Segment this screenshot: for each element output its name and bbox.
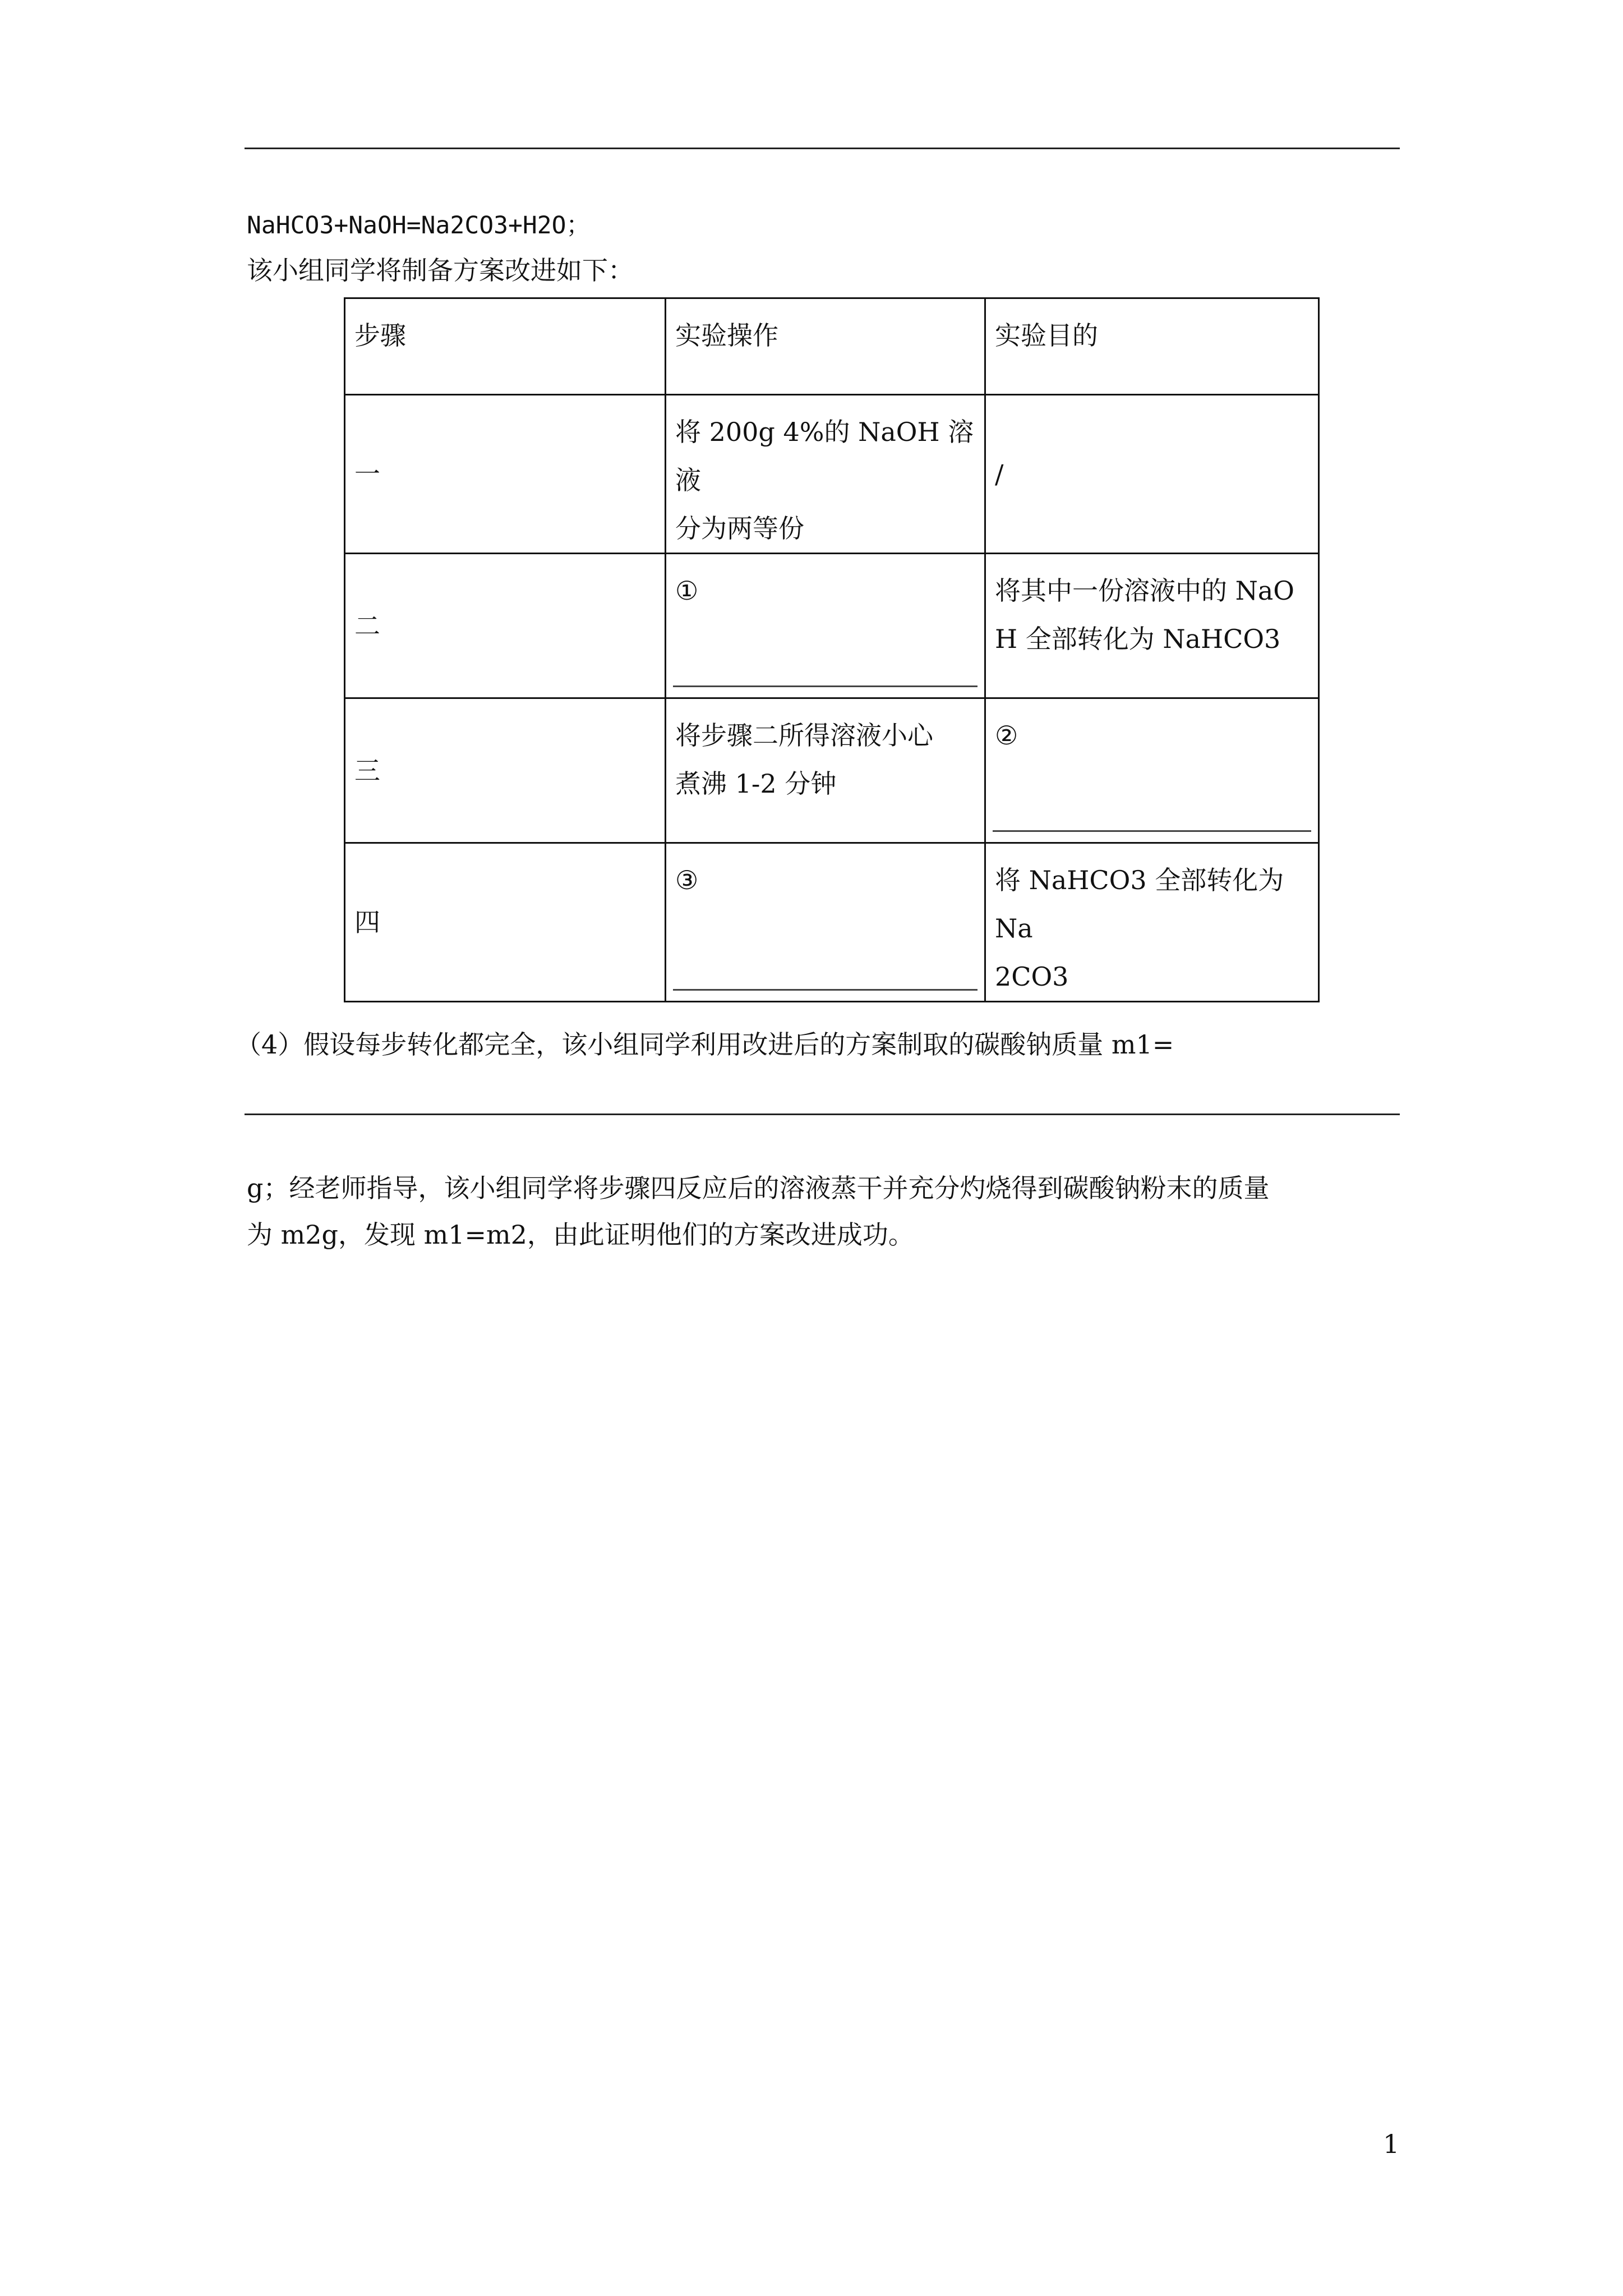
answer-blank-3 — [673, 989, 978, 991]
table-header-row — [345, 298, 1319, 395]
header-operation: 实验操作 — [666, 298, 985, 395]
operation-cell: 将步骤二所得溶液小心 煮沸 1-2 分钟 — [666, 698, 985, 843]
operation-cell: 将 200g 4%的 NaOH 溶液 分为两等份 — [666, 395, 985, 554]
table-row — [345, 698, 1319, 843]
purpose-cell: 将其中一份溶液中的 NaO H 全部转化为 NaHCO3 — [985, 554, 1319, 698]
page-number: 1 — [1383, 2129, 1400, 2159]
purpose-cell: 将 NaHCO3 全部转化为 Na 2CO3 — [985, 843, 1319, 1002]
answer-blank-1 — [673, 685, 978, 687]
purpose-cell: ② — [985, 698, 1319, 843]
equation-text: NaHCO3+NaOH=Na2CO3+H2O； — [247, 211, 591, 240]
answer-blank-2 — [993, 830, 1311, 832]
intro-text: 该小组同学将制备方案改进如下： — [247, 255, 634, 286]
step-cell: 一 — [345, 395, 666, 554]
question4-line3: 为 m2g，发现 m1=m2，由此证明他们的方案改进成功。 — [247, 1220, 914, 1250]
header-rule — [245, 148, 1400, 149]
table-row — [345, 843, 1319, 1002]
answer-blank-m1 — [245, 1114, 1400, 1115]
step-cell: 四 — [345, 843, 666, 1002]
header-purpose: 实验目的 — [985, 298, 1319, 395]
operation-cell: ③ — [666, 843, 985, 1002]
question4-line1: （4）假设每步转化都完全，该小组同学利用改进后的方案制取的碳酸钠质量 m1= — [236, 1029, 1174, 1060]
step-cell: 三 — [345, 698, 666, 843]
step-cell: 二 — [345, 554, 666, 698]
operation-cell: ① — [666, 554, 985, 698]
table-row — [345, 395, 1319, 554]
steps-table — [344, 297, 1320, 1002]
header-step: 步骤 — [345, 298, 666, 395]
table-row — [345, 554, 1319, 698]
question4-line2: g；经老师指导，该小组同学将步骤四反应后的溶液蒸干并充分灼烧得到碳酸钠粉末的质量 — [247, 1173, 1270, 1203]
purpose-cell: / — [985, 395, 1319, 554]
